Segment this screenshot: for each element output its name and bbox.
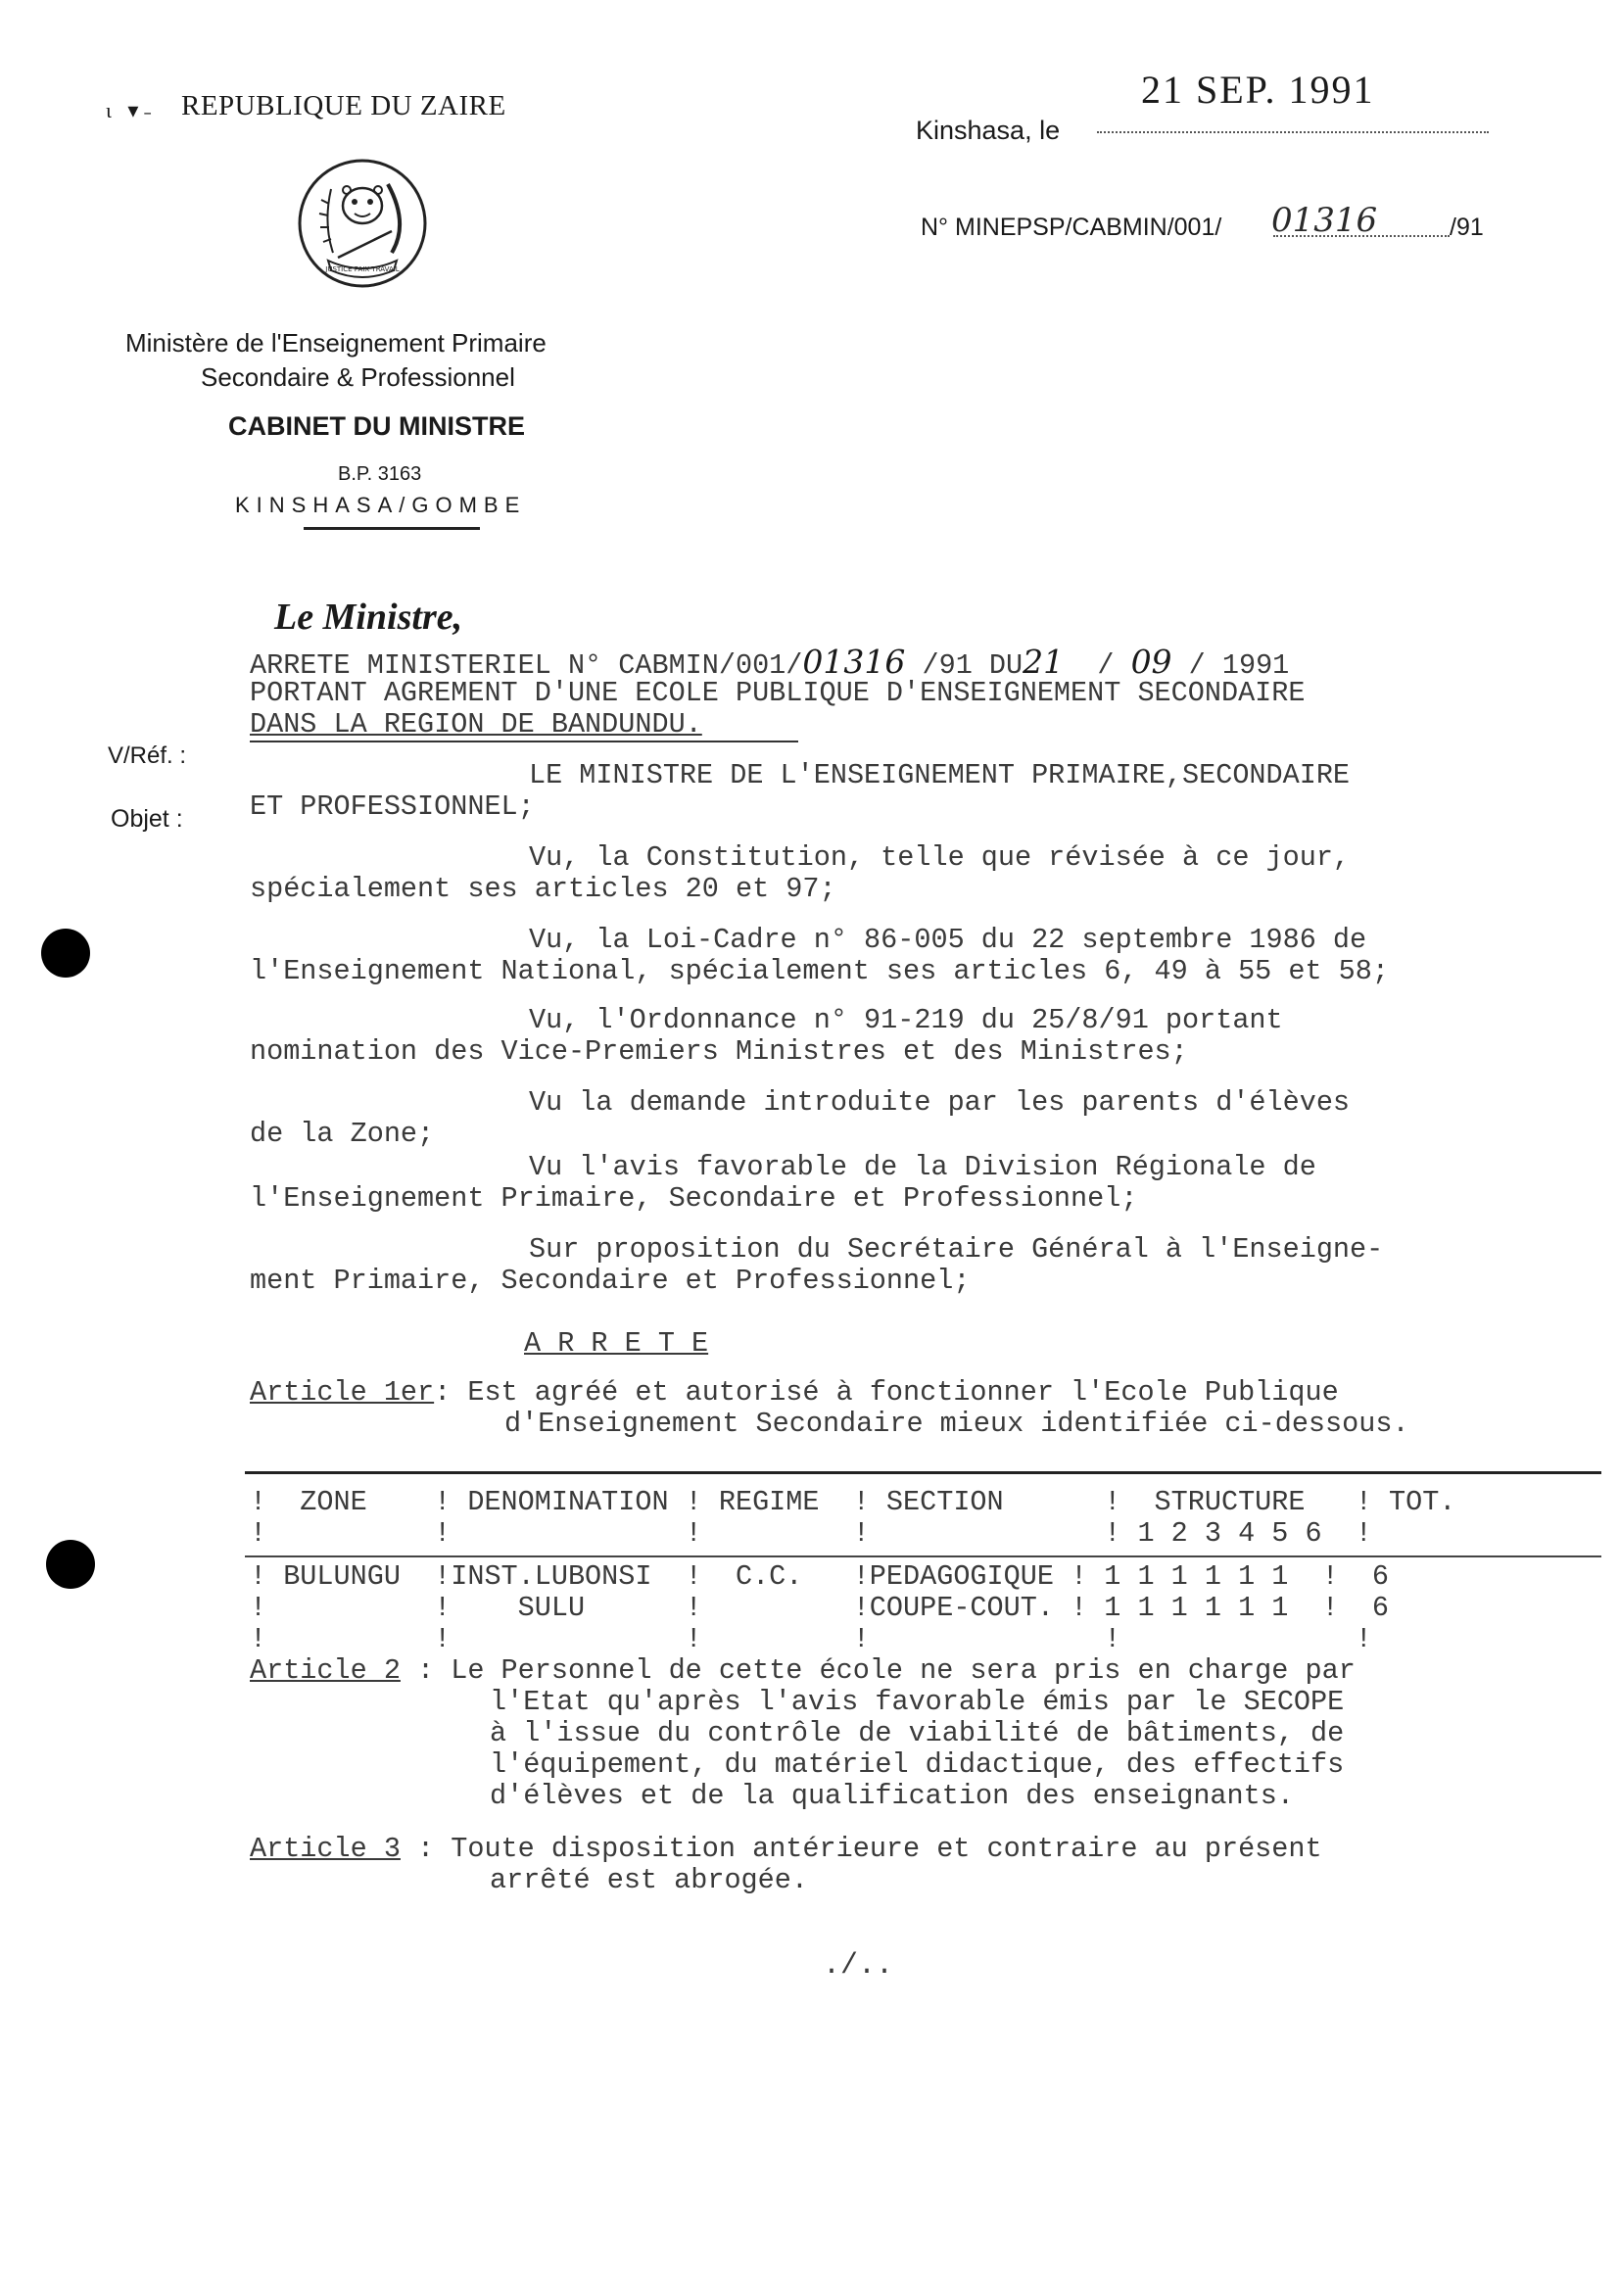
arrete-heading: A R R E T E: [524, 1327, 709, 1360]
table-row: ! ! SULU ! !COUPE-COUT. ! 1 1 1 1 1 1 ! 6: [250, 1592, 1389, 1624]
decree-title-mid: /91 DU: [922, 649, 1024, 682]
reference-number: 01316: [1271, 201, 1378, 240]
date-dotted-line: [1097, 131, 1489, 133]
city-address: KINSHASA/GOMBE: [235, 493, 527, 517]
national-emblem-icon: [294, 155, 431, 292]
article-2-text-5: d'élèves et de la qualification des enseignants.: [490, 1780, 1294, 1812]
article-3-text-2: arrêté est abrogée.: [490, 1864, 808, 1896]
article-1-label: Article 1er: [250, 1376, 435, 1409]
decree-date-sep: /: [1097, 649, 1115, 682]
article-2-text-1: : Le Personnel de cette école ne sera pris en charge par: [400, 1654, 1356, 1687]
preamble-vu4-1: Vu la demande introduite par les parents d'élèves: [529, 1086, 1351, 1119]
reference-dotted-line: [1273, 235, 1450, 237]
decree-day-handwritten: 21: [1023, 643, 1065, 681]
article-1-text-2: d'Enseignement Secondaire mieux identifiée ci-dessous.: [504, 1408, 1409, 1440]
reference-suffix: /91: [1450, 214, 1484, 241]
preamble-sur-1: Sur proposition du Secrétaire Général à l'Enseigne-: [529, 1233, 1384, 1266]
preamble-minister-2: ET PROFESSIONNEL;: [250, 790, 535, 823]
emblem-motto: JUSTICE PAIX TRAVAIL: [325, 265, 400, 273]
preamble-vu4-2: de la Zone;: [250, 1118, 435, 1150]
table-header-row-2: ! ! ! ! ! 1 2 3 4 5 6 !: [250, 1517, 1372, 1550]
preamble-vu1-1: Vu, la Constitution, telle que révisée à ce jour,: [529, 841, 1351, 874]
table-header-row-1: ! ZONE ! DENOMINATION ! REGIME ! SECTION ! STRUCTURE ! TOT.: [250, 1486, 1456, 1518]
decree-title-line-2: PORTANT AGREMENT D'UNE ECOLE PUBLIQUE D'ENSEIGNEMENT SECONDAIRE: [250, 677, 1306, 709]
preamble-vu2-2: l'Enseignement National, spécialement ses articles 6, 49 à 55 et 58;: [250, 955, 1389, 987]
table-row: ! ! ! ! ! !: [250, 1623, 1372, 1655]
reference-prefix: N° MINEPSP/CABMIN/001/: [921, 214, 1222, 241]
subject-label: Objet :: [111, 805, 183, 833]
preamble-vu5-1: Vu l'avis favorable de la Division Régionale de: [529, 1151, 1316, 1183]
country-name: REPUBLIQUE DU ZAIRE: [181, 90, 506, 121]
article-2-label: Article 2: [250, 1654, 401, 1687]
decree-month-handwritten: 09: [1130, 643, 1172, 681]
article-1-line-1: [250, 1377, 1339, 1409]
decree-year: / 1991: [1188, 649, 1290, 682]
ministry-name-line-2: Secondaire & Professionnel: [201, 362, 515, 392]
article-2-text-2: l'Etat qu'après l'avis favorable émis par le SECOPE: [490, 1686, 1345, 1718]
place-label: Kinshasa, le: [916, 116, 1061, 145]
signatory-heading: Le Ministre,: [274, 597, 463, 638]
decree-title-underline: [250, 741, 798, 742]
table-top-rule: [245, 1471, 1601, 1474]
ministry-name-line-1: Ministère de l'Enseignement Primaire: [125, 328, 547, 358]
decree-title-line-3: DANS LA REGION DE BANDUNDU.: [250, 708, 702, 741]
preamble-vu3-1: Vu, l'Ordonnance n° 91-219 du 25/8/91 portant: [529, 1004, 1283, 1036]
preamble-minister-1: LE MINISTRE DE L'ENSEIGNEMENT PRIMAIRE,SECONDAIRE: [529, 759, 1351, 791]
preamble-vu3-2: nomination des Vice-Premiers Ministres et des Ministres;: [250, 1035, 1188, 1068]
cabinet-heading: CABINET DU MINISTRE: [228, 411, 525, 441]
preamble-vu2-1: Vu, la Loi-Cadre n° 86-005 du 22 septembre 1986 de: [529, 924, 1367, 956]
stray-marks: ɩ ▾ ˗: [106, 98, 152, 122]
article-2-text-4: l'équipement, du matériel didactique, des effectifs: [490, 1748, 1345, 1781]
decree-title-prefix: ARRETE MINISTERIEL N° CABMIN/001/: [250, 649, 803, 682]
article-3-label: Article 3: [250, 1833, 401, 1865]
date-stamp: 21 SEP. 1991: [1141, 68, 1375, 112]
article-3-line-1: [250, 1834, 1322, 1865]
address-underline: [304, 527, 480, 530]
page-continuation-mark: ./..: [823, 1949, 894, 1983]
table-header-separator: [245, 1555, 1601, 1557]
article-2-text-3: à l'issue du contrôle de viabilité de bâtiments, de: [490, 1717, 1345, 1749]
table-row: ! BULUNGU !INST.LUBONSI ! C.C. !PEDAGOGIQUE ! 1 1 1 1 1 1 ! 6: [250, 1560, 1389, 1593]
po-box: B.P. 3163: [338, 463, 422, 485]
article-3-text-1: : Toute disposition antérieure et contraire au présent: [400, 1833, 1322, 1865]
punch-hole-top: [41, 929, 90, 978]
punch-hole-bottom: [46, 1540, 95, 1589]
preamble-vu5-2: l'Enseignement Primaire, Secondaire et Professionnel;: [250, 1182, 1138, 1215]
article-1-text-1: : Est agréé et autorisé à fonctionner l'Ecole Publique: [434, 1376, 1339, 1409]
decree-number-handwritten: 01316: [802, 643, 906, 681]
your-reference-label: V/Réf. :: [108, 742, 187, 769]
preamble-vu1-2: spécialement ses articles 20 et 97;: [250, 873, 836, 905]
article-2-line-1: [250, 1655, 1356, 1687]
preamble-sur-2: ment Primaire, Secondaire et Professionnel;: [250, 1265, 971, 1297]
